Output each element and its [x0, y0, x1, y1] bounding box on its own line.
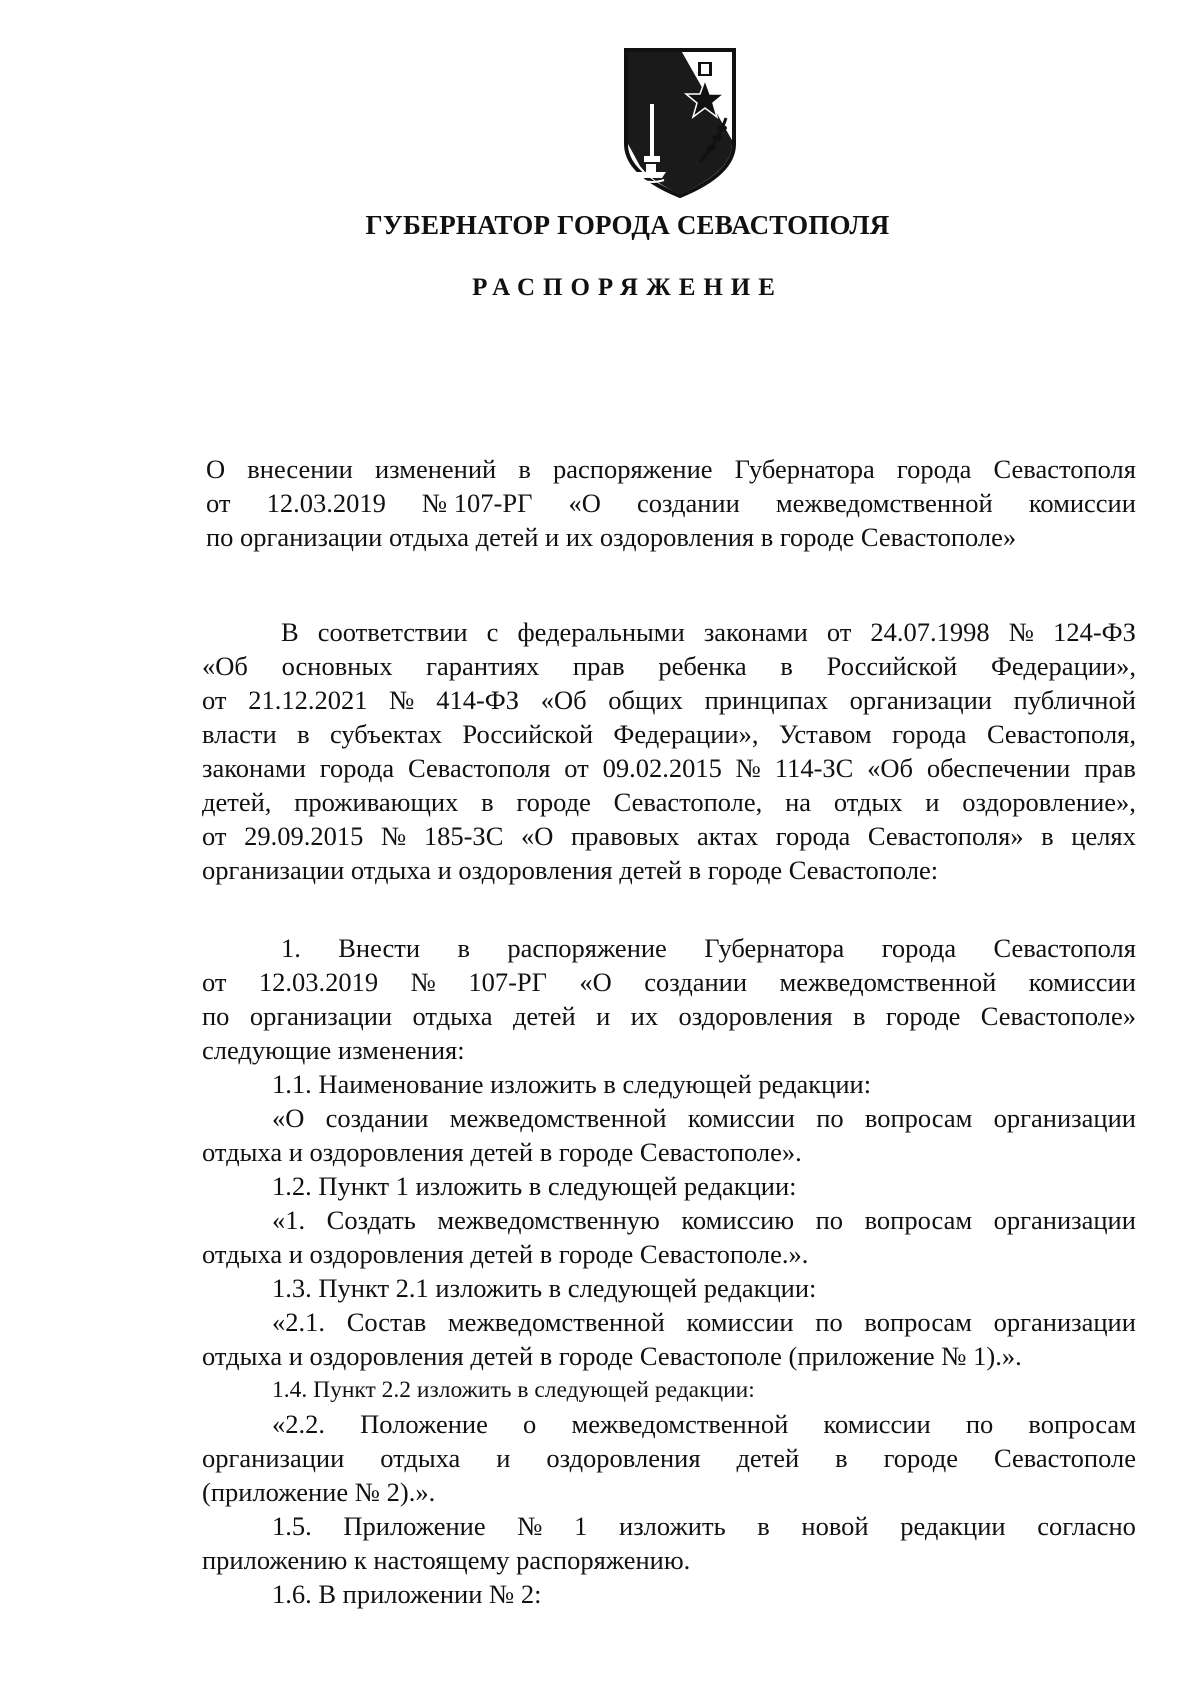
item-1-2-line-2: отдыха и оздоровления детей в городе Севастополе.».	[202, 1239, 809, 1269]
preamble-line-6: детей, проживающих в городе Севастополе, на отдых и оздоровление»,	[202, 787, 1136, 817]
item-1-3-heading: 1.3. Пункт 2.1 изложить в следующей редакции:	[272, 1273, 817, 1303]
preamble-line-4: власти в субъектах Российской Федерации», Уставом города Севастополя,	[202, 719, 1136, 749]
item-1-line-2: от 12.03.2019 № 107-РГ «О создании межведомственной комиссии	[202, 967, 1136, 997]
item-1-3-line-2: отдыха и оздоровления детей в городе Севастополе (приложение № 1).».	[202, 1341, 1022, 1371]
item-1-3-line-1: «2.1. Состав межведомственной комиссии по вопросам организации	[272, 1307, 1136, 1337]
item-1-2-line-1: «1. Создать межведомственную комиссию по вопросам организации	[272, 1205, 1136, 1235]
subject-line-2: от 12.03.2019 № 107-РГ «О создании межведомственной комиссии	[206, 488, 1136, 518]
sevastopol-coat-of-arms-icon	[622, 44, 738, 204]
document-type: РАСПОРЯЖЕНИЕ	[472, 274, 783, 301]
item-1-4-line-1: «2.2. Положение о межведомственной комиссии по вопросам	[272, 1409, 1136, 1439]
item-1-5-line-2: приложению к настоящему распоряжению.	[202, 1545, 691, 1575]
preamble-line-8: организации отдыха и оздоровления детей в городе Севастополе:	[202, 855, 939, 885]
document-body	[202, 615, 1136, 1611]
item-1-1-heading: 1.1. Наименование изложить в следующей редакции:	[272, 1069, 872, 1099]
item-1-6-heading: 1.6. В приложении № 2:	[272, 1579, 542, 1609]
item-1-5-line-1: 1.5. Приложение № 1 изложить в новой редакции согласно	[272, 1511, 1136, 1541]
preamble-line-7: от 29.09.2015 № 185-ЗС «О правовых актах города Севастополя» в целях	[202, 821, 1136, 851]
preamble-line-5: законами города Севастополя от 09.02.2015 № 114-ЗС «Об обеспечении прав	[202, 753, 1136, 783]
preamble-line-1: В соответствии с федеральными законами от 24.07.1998 № 124-ФЗ	[281, 617, 1136, 647]
item-1-line-1: 1. Внести в распоряжение Губернатора города Севастополя	[281, 933, 1136, 963]
subject-line-3: по организации отдыха детей и их оздоровления в городе Севастополе»	[206, 522, 1017, 552]
preamble-line-3: от 21.12.2021 № 414-ФЗ «Об общих принципах организации публичной	[202, 685, 1136, 715]
document-subject	[206, 452, 1136, 554]
item-1-1-line-2: отдыха и оздоровления детей в городе Севастополе».	[202, 1137, 802, 1167]
item-1-4-line-2: организации отдыха и оздоровления детей в городе Севастополе	[202, 1443, 1136, 1473]
item-1-4-heading: 1.4. Пункт 2.2 изложить в следующей редакции:	[272, 1377, 755, 1403]
item-1-2-heading: 1.2. Пункт 1 изложить в следующей редакции:	[272, 1171, 797, 1201]
item-1-line-3: по организации отдыха детей и их оздоровления в городе Севастополе»	[202, 1001, 1136, 1031]
item-1-line-4: следующие изменения:	[202, 1035, 465, 1065]
issuing-authority: ГУБЕРНАТОР ГОРОДА СЕВАСТОПОЛЯ	[365, 210, 890, 240]
item-1-1-line-1: «О создании межведомственной комиссии по вопросам организации	[272, 1103, 1136, 1133]
subject-line-1: О внесении изменений в распоряжение Губернатора города Севастополя	[206, 454, 1136, 484]
item-1-4-line-3: (приложение № 2).».	[202, 1477, 436, 1507]
preamble-line-2: «Об основных гарантиях прав ребенка в Российской Федерации»,	[202, 651, 1136, 681]
